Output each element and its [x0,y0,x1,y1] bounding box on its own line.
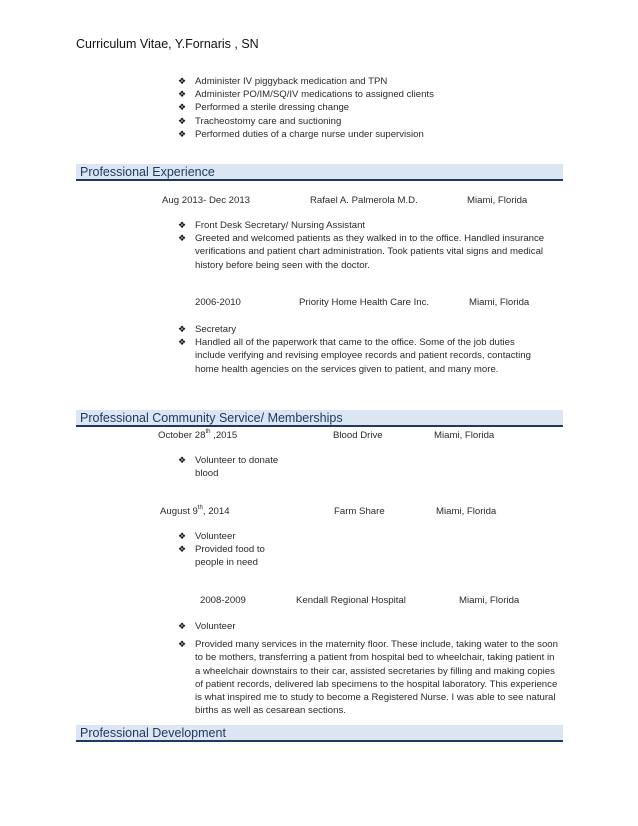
list-item: ❖ Volunteer [178,530,278,543]
list-item: ❖ Greeted and welcomed patients as they walked in to the office. Handled insurance verifications and patient chart administration. Took patients vital signs and medical history before being seen with the doctor. [178,233,545,271]
section-title: Professional Experience [80,165,215,179]
diamond-bullet-icon: ❖ [178,338,187,349]
skills-bullet-list [178,75,558,141]
diamond-bullet-icon: ❖ [178,234,187,245]
list-item: ❖ Secretary [178,323,546,336]
community-date: 2008-2009 [200,595,246,606]
list-item: ❖ Volunteer [178,620,560,633]
diamond-bullet-icon: ❖ [178,622,187,632]
experience-date: Aug 2013- Dec 2013 [162,195,251,206]
community-date: August 9th, 2014 [160,505,230,517]
experience-duties-list [178,323,546,376]
community-date: October 28th ,2015 [158,429,238,441]
community-location: Miami, Florida [434,430,495,441]
experience-location: Miami, Florida [469,297,530,308]
section-header-experience [76,164,563,181]
experience-location: Miami, Florida [467,195,528,206]
community-duties-list [178,530,278,570]
community-location: Miami, Florida [436,506,497,517]
list-item: ❖ Handled all of the paperwork that came to the office. Some of the job duties include verifying and revising employee records and patient records, contacting home health agencies on the services given to patient, and many more. [178,337,531,375]
community-org: Farm Share [334,506,385,517]
section-header-community-service [76,410,563,427]
community-location: Miami, Florida [459,595,520,606]
diamond-bullet-icon: ❖ [178,545,187,556]
diamond-bullet-icon: ❖ [178,456,187,466]
diamond-bullet-icon: ❖ [178,129,187,140]
experience-employer: Priority Home Health Care Inc. [299,297,430,308]
diamond-bullet-icon: ❖ [178,640,187,651]
list-item: ❖ Provided many services in the maternity floor. These include, taking water to the soon to be mothers, transferring a patient from hospital bed to wheelchair, taking patient in a wheelchair downstairs to their car, assisted secretaries by filling and making copies of patient records, delivered lab specimens to the hospital laboratory. This experience is what inspired me to study to become a Registered Nurse. I was able to see natural births as well as cesarean sections. [178,639,558,717]
diamond-bullet-icon: ❖ [178,221,187,231]
diamond-bullet-icon: ❖ [178,116,187,127]
list-item: ❖ Volunteer to donate blood [178,455,279,480]
list-item: ❖ Provided food to people in need [178,544,265,569]
diamond-bullet-icon: ❖ [178,77,187,87]
list-item: ❖ Performed a sterile dressing change [178,101,558,114]
experience-date: 2006-2010 [195,297,241,308]
community-duties-list [178,620,560,717]
list-item: ❖ Administer PO/IM/SQ/IV medications to assigned clients [178,88,558,101]
experience-employer: Rafael A. Palmerola M.D. [310,195,418,206]
section-title: Professional Development [80,726,226,740]
experience-duties-list [178,219,546,272]
diamond-bullet-icon: ❖ [178,90,187,101]
diamond-bullet-icon: ❖ [178,532,187,542]
community-duties-list [178,454,288,480]
list-item: ❖ Front Desk Secretary/ Nursing Assistant [178,219,546,232]
diamond-bullet-icon: ❖ [178,103,187,114]
community-org: Kendall Regional Hospital [296,595,406,606]
list-item: ❖ Performed duties of a charge nurse under supervision [178,128,558,141]
diamond-bullet-icon: ❖ [178,325,187,335]
list-item: ❖ Tracheostomy care and suctioning [178,115,558,128]
section-header-development [76,725,563,742]
list-item: ❖ Administer IV piggyback medication and TPN [178,75,558,88]
section-title: Professional Community Service/ Memberships [80,411,343,425]
community-org: Blood Drive [333,430,383,441]
document-header-title: Curriculum Vitae, Y.Fornaris , SN [76,37,259,51]
